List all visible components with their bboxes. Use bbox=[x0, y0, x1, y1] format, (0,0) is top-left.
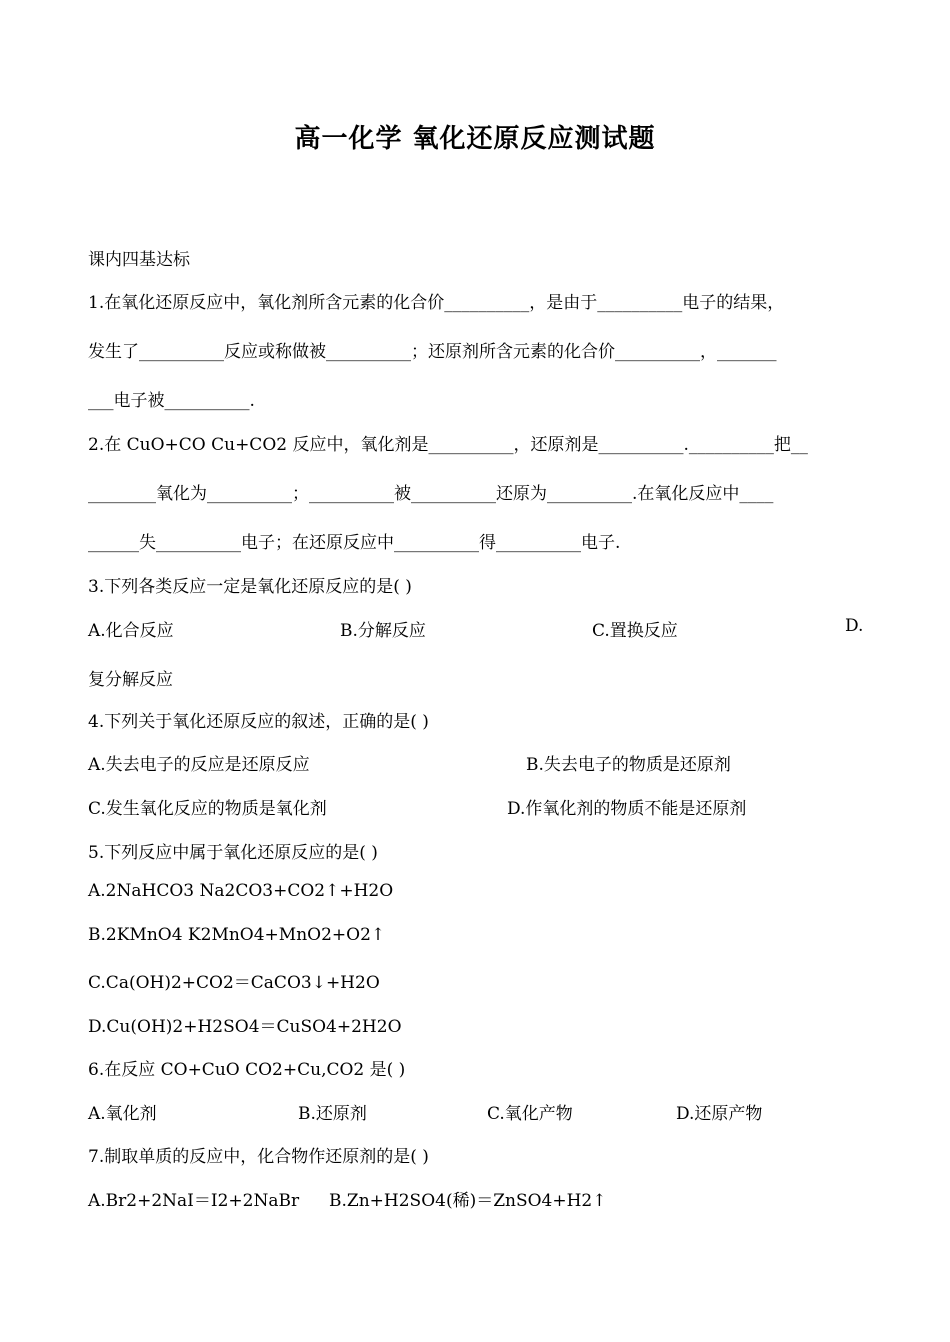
q1-line-3: ___电子被__________. bbox=[88, 391, 255, 411]
q6-option-c: C.氧化产物 bbox=[487, 1104, 573, 1124]
q1-line-2: 发生了__________反应或称做被__________；还原剂所含元素的化合价__________，_______ bbox=[88, 342, 777, 362]
q4-option-b: B.失去电子的物质是还原剂 bbox=[526, 755, 731, 775]
q4-option-c: C.发生氧化反应的物质是氧化剂 bbox=[88, 799, 327, 819]
q5-stem: 5.下列反应中属于氧化还原反应的是( ) bbox=[88, 843, 378, 863]
q3-stem: 3.下列各类反应一定是氧化还原反应的是( ) bbox=[88, 577, 412, 597]
q6-option-a: A.氧化剂 bbox=[88, 1104, 157, 1124]
q4-stem: 4.下列关于氧化还原反应的叙述，正确的是( ) bbox=[88, 712, 429, 732]
q4-option-a: A.失去电子的反应是还原反应 bbox=[88, 755, 310, 775]
section-heading: 课内四基达标 bbox=[88, 250, 190, 270]
q5-option-d: D.Cu(OH)2+H2SO4＝CuSO4+2H2O bbox=[88, 1017, 402, 1037]
q6-option-d: D.还原产物 bbox=[676, 1104, 763, 1124]
q3-option-b: B.分解反应 bbox=[340, 621, 426, 641]
q2-line-1: 2.在 CuO+CO Cu+CO2 反应中，氧化剂是__________，还原剂是__________.__________把__ bbox=[88, 435, 808, 455]
q4-option-d: D.作氧化剂的物质不能是还原剂 bbox=[507, 799, 747, 819]
q3-option-a: A.化合反应 bbox=[88, 621, 174, 641]
q6-stem: 6.在反应 CO+CuO CO2+Cu,CO2 是( ) bbox=[88, 1060, 406, 1080]
q7-option-b: B.Zn+H2SO4(稀)＝ZnSO4+H2↑ bbox=[329, 1191, 607, 1211]
q3-option-d-text: 复分解反应 bbox=[88, 670, 173, 690]
q5-option-b: B.2KMnO4 K2MnO4+MnO2+O2↑ bbox=[88, 925, 386, 945]
q1-line-1: 1.在氧化还原反应中，氧化剂所含元素的化合价__________，是由于__________电子的结果， bbox=[88, 293, 785, 313]
q7-stem: 7.制取单质的反应中，化合物作还原剂的是( ) bbox=[88, 1147, 429, 1167]
q3-option-c: C.置换反应 bbox=[592, 621, 678, 641]
q6-option-b: B.还原剂 bbox=[298, 1104, 367, 1124]
q5-option-c: C.Ca(OH)2+CO2＝CaCO3↓+H2O bbox=[88, 973, 380, 993]
q3-option-d: D. bbox=[845, 616, 864, 636]
q7-option-a: A.Br2+2NaI＝I2+2NaBr bbox=[88, 1191, 300, 1211]
q5-option-a: A.2NaHCO3 Na2CO3+CO2↑+H2O bbox=[88, 881, 394, 901]
q2-line-2: ________氧化为__________；__________被__________还原为__________.在氧化反应中____ bbox=[88, 484, 774, 504]
q2-line-3: ______失__________电子；在还原反应中__________得__________电子. bbox=[88, 533, 621, 553]
page-title: 高一化学 氧化还原反应测试题 bbox=[294, 124, 656, 154]
